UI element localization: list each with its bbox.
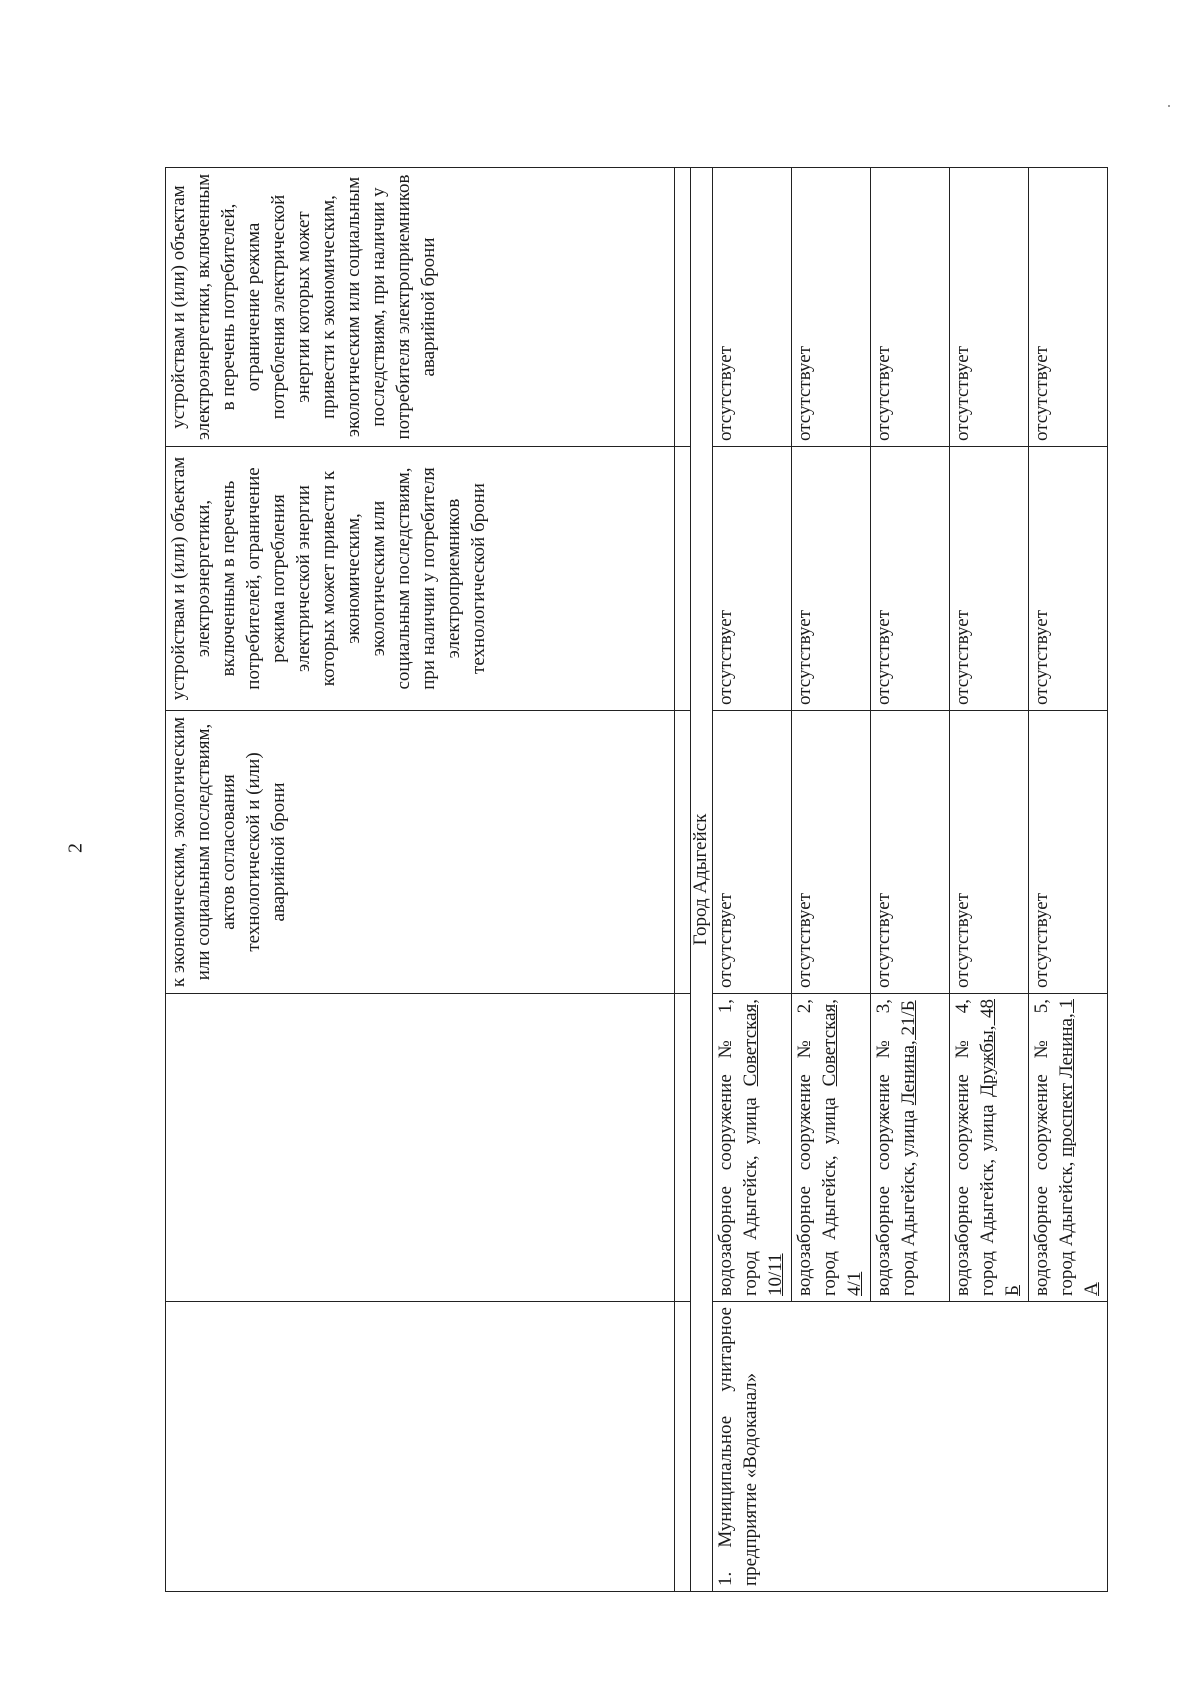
- object-cell: [871, 994, 950, 1302]
- brony-table: [165, 167, 1108, 1592]
- spacer-cell: [675, 994, 691, 1302]
- spacer-cell: [675, 168, 691, 447]
- spacer-cell: [675, 711, 691, 994]
- spacer-cell: [675, 447, 691, 711]
- object-text: водозаборное сооружение № 3, город Адыгейск, улица: [873, 999, 919, 1296]
- status-cell: отсутствует: [792, 168, 871, 447]
- header-cell-col4: устройствам и (или) объектам электроэнергетики, включенным в перечень потребителей, ограничение режима потребления электрической энергии которых может привести к экономическим, экологическим или социальным последствиям, при наличии у потребителя электроприемников технологической брони: [166, 447, 675, 711]
- object-address-underlined: Дружбы, 48 Б: [977, 999, 1023, 1296]
- header-cell-organization: [166, 1302, 675, 1592]
- status-cell: отсутствует: [871, 168, 950, 447]
- region-title: Город Адыгейск: [691, 168, 713, 1592]
- header-cell-col3: к экономическим, экологическим или социальным последствиям, актов согласования технологической и (или) аварийной брони: [166, 711, 675, 994]
- status-cell: отсутствует: [871, 447, 950, 711]
- spacer-cell: [675, 1302, 691, 1592]
- object-cell: [713, 994, 792, 1302]
- status-cell: отсутствует: [871, 711, 950, 994]
- region-row: [691, 168, 713, 1592]
- status-cell: отсутствует: [950, 168, 1029, 447]
- status-cell: отсутствует: [1029, 168, 1108, 447]
- header-cell-col5: устройствам и (или) объектам электроэнергетики, включенным в перечень потребителей, ограничение режима потребления электрической энергии которых может привести к экономическим, экологическим или социальным последствиям, при наличии у потребителя электроприемников аварийной брони: [166, 168, 675, 447]
- object-address-underlined: Советская, 10/11: [740, 999, 786, 1296]
- spacer-row: [675, 168, 691, 1592]
- object-text: водозаборное сооружение № 4, город Адыгейск, улица: [952, 999, 998, 1296]
- status-cell: отсутствует: [1029, 711, 1108, 994]
- status-cell: отсутствует: [950, 447, 1029, 711]
- status-cell: отсутствует: [950, 711, 1029, 994]
- page-number: 2: [64, 843, 87, 853]
- scan-speck: [1168, 105, 1170, 107]
- status-cell: отсутствует: [713, 168, 792, 447]
- status-cell: отсутствует: [713, 447, 792, 711]
- rotated-table-frame: [165, 168, 1200, 1592]
- object-text: водозаборное сооружение № 5, город Адыгейск,: [1031, 999, 1077, 1296]
- status-cell: отсутствует: [792, 447, 871, 711]
- object-text: водозаборное сооружение № 1, город Адыгейск, улица: [715, 999, 761, 1296]
- organization-cell: 1. Муниципальное унитарное предприятие «Водоканал»: [713, 1302, 1108, 1592]
- object-cell: [1029, 994, 1108, 1302]
- header-cell-object: [166, 994, 675, 1302]
- status-cell: отсутствует: [1029, 447, 1108, 711]
- table-row: [713, 168, 792, 1592]
- object-text: водозаборное сооружение № 2, город Адыгейск, улица: [794, 999, 840, 1296]
- object-address-underlined: Советская, 4/1: [819, 999, 865, 1296]
- object-cell: [792, 994, 871, 1302]
- status-cell: отсутствует: [792, 711, 871, 994]
- object-address-underlined: проспект Ленина, 1 А: [1056, 999, 1102, 1296]
- status-cell: отсутствует: [713, 711, 792, 994]
- object-address-underlined: Ленина, 21/Б: [898, 1000, 919, 1106]
- header-row: [166, 168, 675, 1592]
- object-cell: [950, 994, 1029, 1302]
